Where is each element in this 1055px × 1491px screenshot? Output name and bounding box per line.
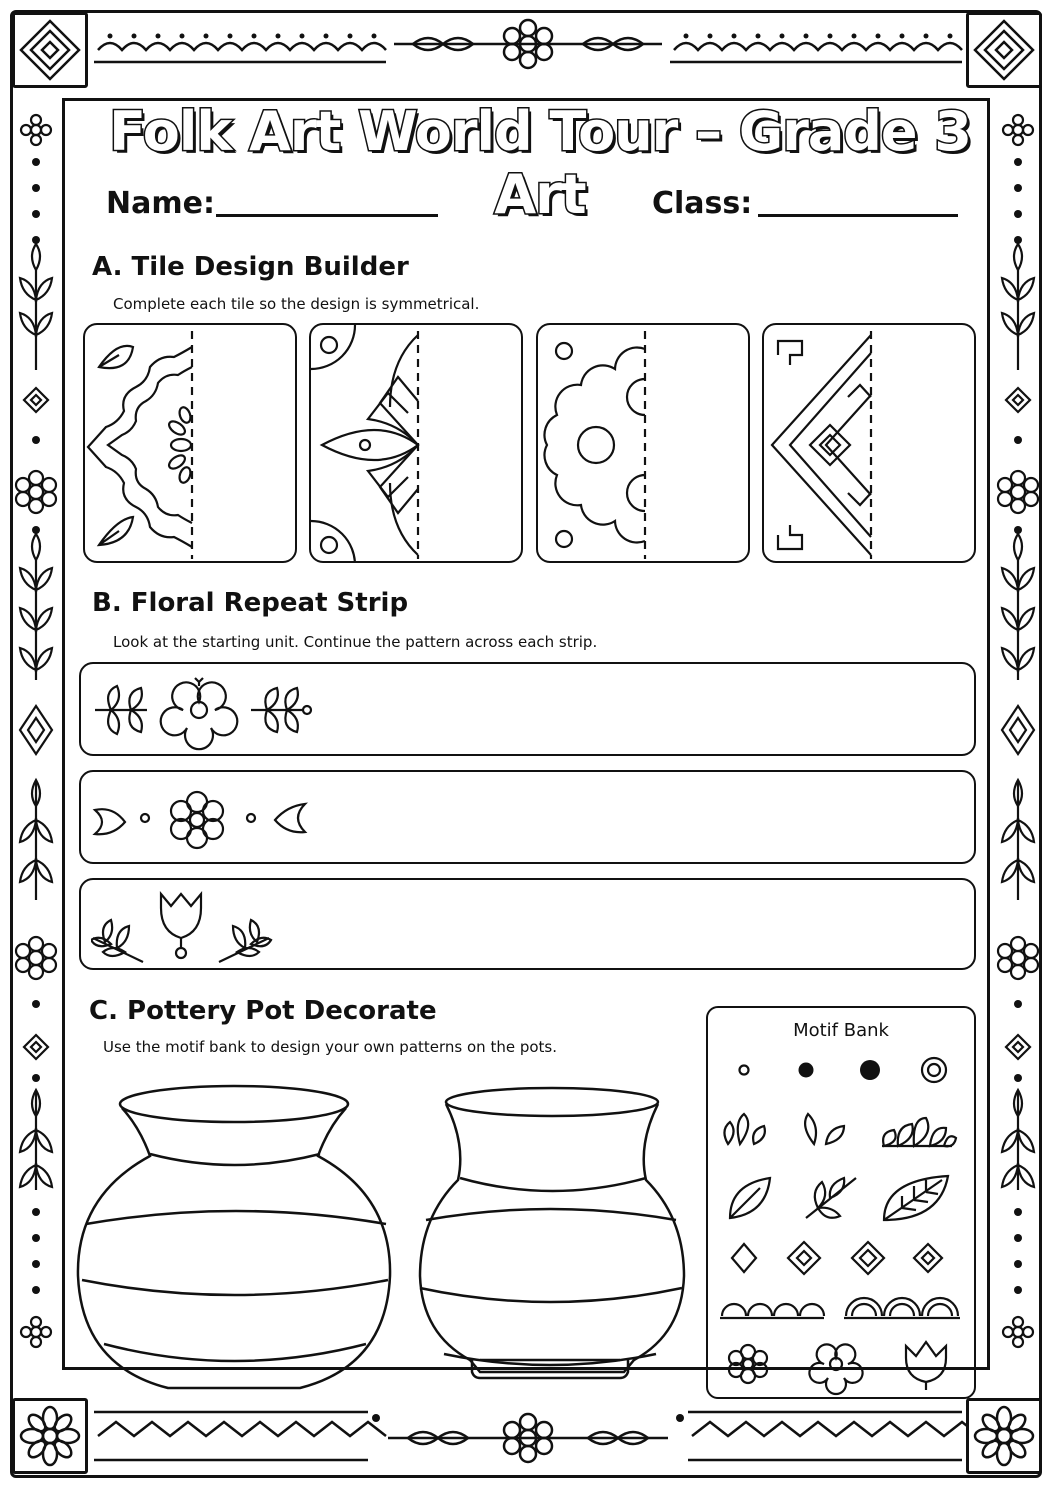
- section-c-title: Pottery Pot Decorate: [127, 996, 437, 1026]
- motif-bank-motifs: [708, 1048, 974, 1398]
- flower-icon: [969, 1401, 1039, 1471]
- section-a-letter: A.: [92, 252, 123, 282]
- corner-bottom-right: [966, 1398, 1042, 1474]
- corner-top-right: [966, 12, 1042, 88]
- flower-icon[interactable]: [729, 1345, 767, 1383]
- dot-icon[interactable]: [740, 1066, 749, 1075]
- flower-icon: [15, 1401, 85, 1471]
- diamond-icon[interactable]: [732, 1244, 756, 1272]
- pot-icon[interactable]: [76, 1082, 394, 1398]
- right-side-ornament: [996, 100, 1040, 1370]
- section-a-instruction: Complete each tile so the design is symmetrical.: [113, 295, 480, 313]
- pot-icon[interactable]: [416, 1082, 686, 1398]
- tile-1[interactable]: [83, 323, 297, 563]
- motif-bank-title: Motif Bank: [793, 1020, 889, 1041]
- section-b-instruction: Look at the starting unit. Continue the pattern across each strip.: [113, 633, 598, 651]
- fan-flower-icon[interactable]: [882, 1118, 956, 1146]
- page-title: Folk Art World Tour – Grade 3 Art: [109, 100, 971, 226]
- section-c-heading: [89, 996, 437, 1026]
- corner-bottom-left: [12, 1398, 88, 1474]
- tile-4[interactable]: [762, 323, 976, 563]
- name-label: Name:: [106, 186, 215, 221]
- section-b-heading: [92, 588, 408, 618]
- class-field[interactable]: [758, 214, 958, 217]
- section-a-title: Tile Design Builder: [131, 252, 409, 282]
- repeat-strip-1[interactable]: [79, 662, 976, 756]
- section-c-letter: C.: [89, 996, 118, 1026]
- section-b-title: Floral Repeat Strip: [130, 588, 409, 618]
- leaf-sprig-icon[interactable]: [806, 1178, 856, 1218]
- veined-leaf-icon[interactable]: [884, 1176, 948, 1220]
- tile-2[interactable]: [309, 323, 523, 563]
- target-dot-icon[interactable]: [922, 1058, 946, 1082]
- diamond-icon: [15, 15, 85, 85]
- leaf-icon[interactable]: [730, 1178, 770, 1218]
- diamond-icon[interactable]: [788, 1242, 820, 1274]
- two-leaf-icon[interactable]: [805, 1114, 844, 1144]
- leaf-cluster-icon[interactable]: [724, 1114, 764, 1144]
- section-c-instruction: Use the motif bank to design your own patterns on the pots.: [103, 1038, 558, 1056]
- diamond-icon: [969, 15, 1039, 85]
- section-b-letter: B.: [92, 588, 122, 618]
- flower-icon[interactable]: [809, 1344, 862, 1394]
- corner-top-left: [12, 12, 88, 88]
- diamond-icon[interactable]: [852, 1242, 884, 1274]
- floral-unit-2: [91, 774, 331, 864]
- top-border-ornament: [88, 14, 968, 94]
- arch-icon[interactable]: [844, 1298, 960, 1318]
- repeat-strip-2[interactable]: [79, 770, 976, 864]
- tulip-icon[interactable]: [906, 1342, 946, 1390]
- repeat-strip-3[interactable]: [79, 878, 976, 970]
- floral-unit-3: [91, 882, 331, 972]
- class-label: Class:: [652, 186, 753, 221]
- name-field[interactable]: [216, 214, 438, 217]
- scallop-icon[interactable]: [720, 1304, 824, 1318]
- diamond-icon[interactable]: [914, 1244, 942, 1272]
- left-side-ornament: [14, 100, 58, 1370]
- floral-unit-1: [91, 666, 331, 756]
- bottom-border-ornament: [88, 1396, 968, 1476]
- tile-3[interactable]: [536, 323, 750, 563]
- section-a-heading: [92, 252, 409, 282]
- motif-bank: [706, 1006, 976, 1399]
